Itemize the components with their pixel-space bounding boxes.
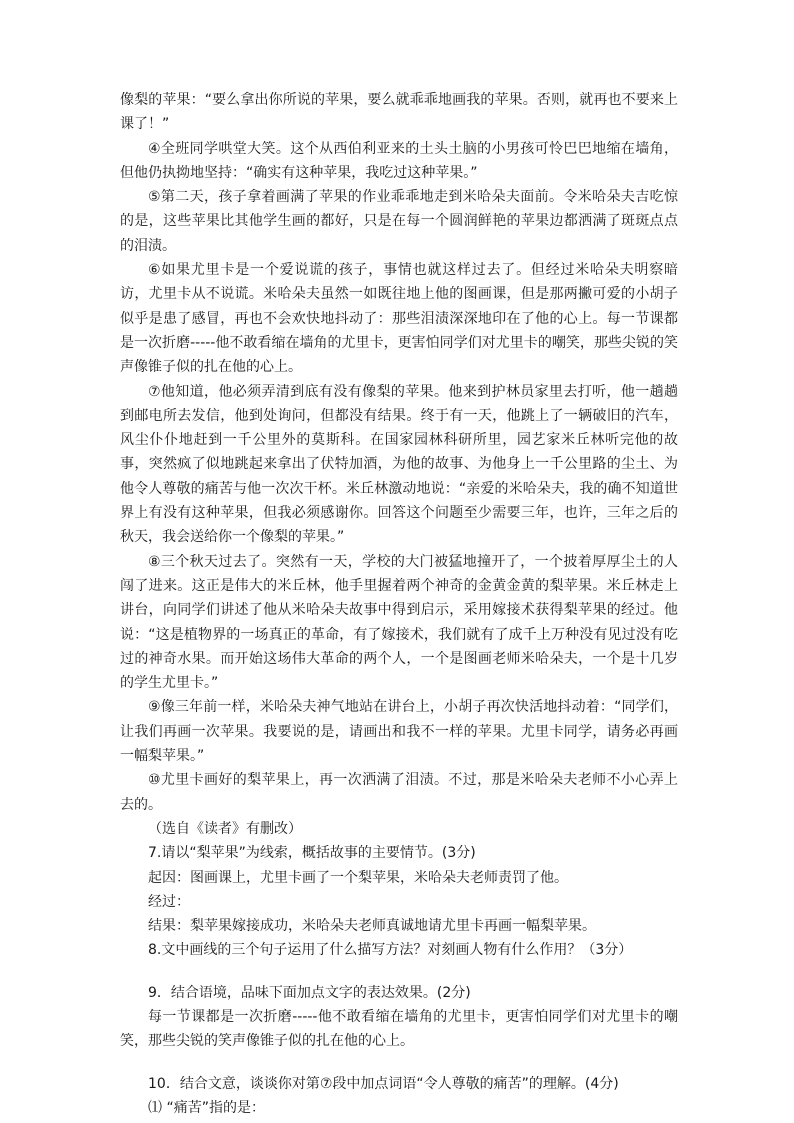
answer-space <box>120 1054 678 1072</box>
question-7-end: 结果：梨苹果嫁接成功，米哈朵夫老师真诚地请尤里卡再画一幅梨苹果。 <box>148 918 596 935</box>
article-paragraph: 像梨的苹果：“要么拿出你所说的苹果，要么就乖乖地画我的苹果。否则，就再也不要来上课了！” <box>120 92 678 133</box>
article-paragraph: ⑧三个秋天过去了。突然有一天，学校的大门被猛地撞开了，一个披着厚厚尘土的人闯了进来。这正是伟大的米丘林，他手里握着两个神奇的金黄金黄的梨苹果。米丘林走上讲台，向同学们讲述了他从米哈朵夫故事中得到启示，采用嫁接术获得梨苹果的经过。他说：“这是植物界的一场真正的革命，有了嫁接术，我们就有了成千上万种没有见过没有吃过的神奇水果。而开始这场伟大革命的两个人，一个是图画老师米哈朵夫，一个是十几岁的学生尤里卡。” <box>120 553 678 692</box>
question-8: 8.文中画线的三个句子运用了什么描写方法？对刻画人物有什么作用？（3分） <box>148 942 633 959</box>
question-7-start: 起因：图画课上，尤里卡画了一个梨苹果，米哈朵夫老师责罚了他。 <box>148 869 568 886</box>
article-paragraph: ⑤第二天，孩子拿着画满了苹果的作业乖乖地走到米哈朵夫面前。令米哈朵夫吉吃惊的是，这些苹果比其他学生画的都好，只是在每一个圆润鲜艳的苹果边都洒满了斑斑点点的泪渍。 <box>120 189 678 254</box>
question-9-quote: 每一节课都是一次折磨-----他不敢看缩在墙角的尤里卡，更害怕同学们对尤里卡的嘲笑，那些尖锐的笑声像锥子似的扎在他的心上。 <box>120 1008 678 1050</box>
article-paragraph: ⑦他知道，他必须弄清到底有没有像梨的苹果。他来到护林员家里去打听，他一趟趟到邮电所去发信，他到处询问，但都没有结果。终于有一天，他跳上了一辆破旧的汽车，风尘仆仆地赶到一千公里外的莫斯科。在国家园林科研所里，园艺家米丘林听完他的故事，突然疯了似地跳起来拿出了伏特加酒，为他的故事、为他身上一千公里路的尘土、为他令人尊敬的痛苦与他一次次干杯。米丘林激动地说：“亲爱的米哈朵夫，我的确不知道世界上有没有这种苹果，但我必须感谢你。回答这个问题至少需要三年，也许，三年之后的秋天，我会送给你一个像梨的苹果。” <box>120 383 678 546</box>
document-page <box>120 88 678 1120</box>
article-paragraph: ④全班同学哄堂大笑。这个从西伯利亚来的土头土脑的小男孩可怜巴巴地缩在墙角，但他仍执拗地坚持：“确实有这种苹果，我吃过这种苹果。” <box>120 140 678 181</box>
question-9: 9．结合语境，品味下面加点文字的表达效果。(2分) <box>148 984 471 1001</box>
question-7: 7.请以“梨苹果”为线索，概括故事的主要情节。(3分) <box>148 845 476 862</box>
article-paragraph: ⑥如果尤里卡是一个爱说谎的孩子，事情也就这样过去了。但经过米哈朵夫明察暗访，尤里卡从不说谎。米哈朵夫虽然一如既往地上他的图画课，但是那两撇可爱的小胡子似乎是患了感冒，再也不会欢快地抖动了：那些泪渍深深地印在了他的心上。每一节课都是一次折磨-----他不敢看缩在墙角的尤里卡，更害怕同学们对尤里卡的嘲笑，那些尖锐的笑声像锥子似的扎在他的心上。 <box>120 262 678 376</box>
answer-space <box>120 963 678 981</box>
question-10: 10．结合文意，谈谈你对第⑦段中加点词语“令人尊敬的痛苦”的理解。(4分) <box>148 1075 619 1092</box>
article-paragraph: ⑨像三年前一样，米哈朵夫神气地站在讲台上，小胡子再次快活地抖动着：“同学们，让我们再画一次苹果。我要说的是，请画出和我不一样的苹果。尤里卡同学，请务必再画一幅梨苹果。” <box>120 699 678 765</box>
question-10-part-1: ⑴ “痛苦”指的是： <box>148 1099 265 1116</box>
article-paragraph: ⑩尤里卡画好的梨苹果上，再一次洒满了泪渍。不过，那是米哈朵夫老师不小心弄上去的。 <box>120 772 678 813</box>
article-source: （选自《读者》有删改） <box>148 820 302 837</box>
question-7-middle: 经过： <box>148 893 190 910</box>
